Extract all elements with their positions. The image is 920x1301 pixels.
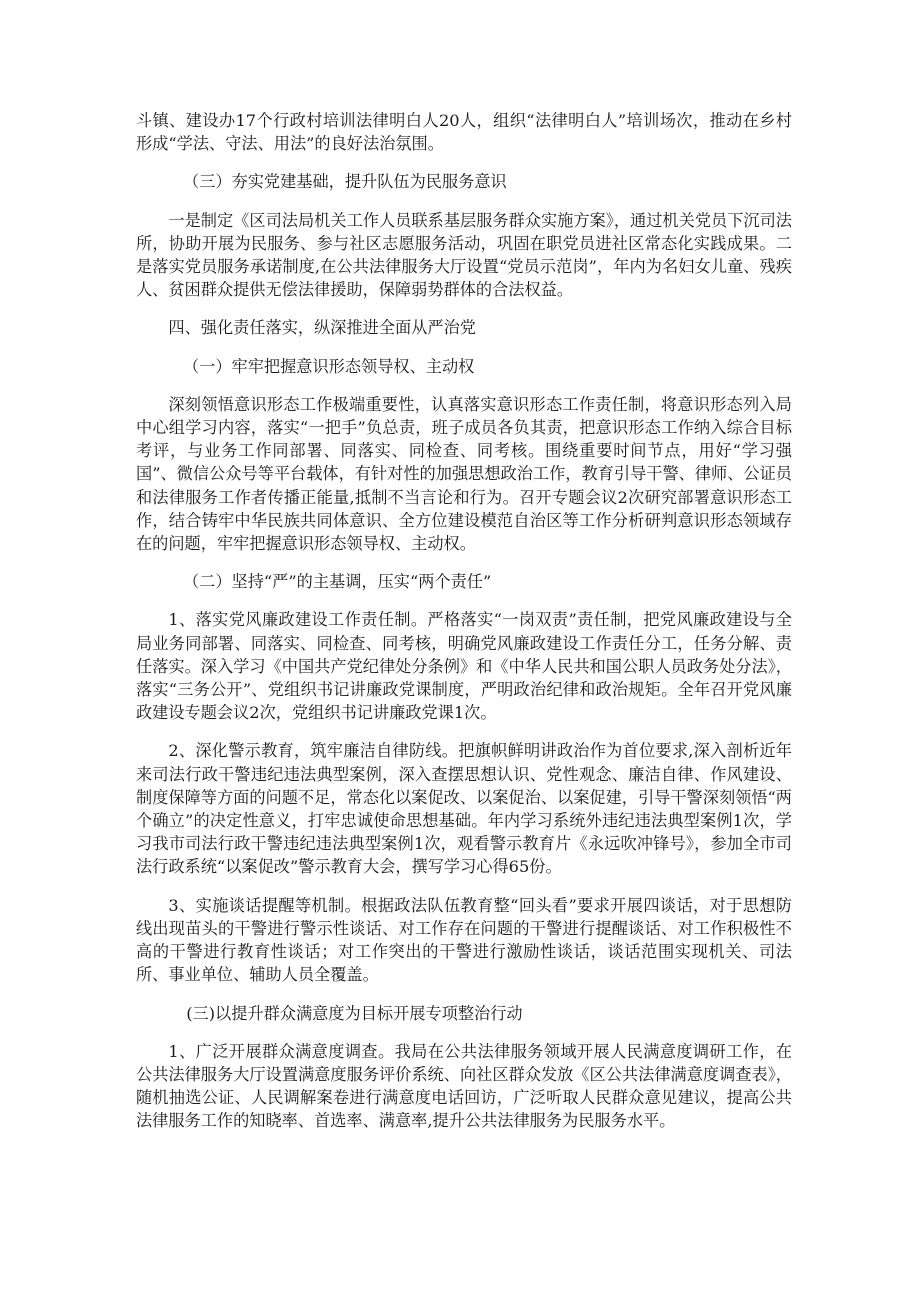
- paragraph: 1、落实党风廉政建设工作责任制。严格落实“一岗双责”责任制，把党风廉政建设与全局业务同部署、同落实、同检查、同考核，明确党风廉政建设工作责任分工，任务分解、责任落实。深入学习《中国共产党纪律处分条例》和《中华人民共和国公职人员政务处分法》，落实“三务公开”、党组织书记讲廉政党课制度，严明政治纪律和政治规矩。全年召开党风廉政建设专题会议2次，党组织书记讲廉政党课1次。: [136, 610, 792, 723]
- paragraph-continued: 斗镇、建设办17个行政村培训法律明白人20人，组织“法律明白人”培训场次，推动在乡村形成“学法、守法、用法”的良好法治氛围。: [136, 111, 792, 154]
- paragraph: 深刻领悟意识形态工作极端重要性，认真落实意识形态工作责任制，将意识形态列入局中心组学习内容，落实“一把手”负总责，班子成员各负其责，把意识形态工作纳入综合目标考评，与业务工作同部署、同落实、同检查、同考核。围绕重要时间节点，用好“学习强国”、微信公众号等平台载体，有针对性的加强思想政治工作，教育引导干警、律师、公证员和法律服务工作者传播正能量,抵制不当言论和行为。召开专题会议2次研究部署意识形态工作，结合铸牢中华民族共同体意识、全方位建设模范自治区等工作分析研判意识形态领域存在的问题，牢牢把握意识形态领导权、主动权。: [136, 394, 792, 554]
- section-subheading: （二）坚持“严”的主基调，压实“两个责任”: [182, 572, 492, 592]
- section-subheading: （三）夯实党建基础，提升队伍为民服务意识: [182, 172, 507, 192]
- paragraph: 一是制定《区司法局机关工作人员联系基层服务群众实施方案》，通过机关党员下沉司法所，协助开展为民服务、参与社区志愿服务活动，巩固在职党员进社区常态化实践成果。二是落实党员服务承诺制度,在公共法律服务大厅设置“党员示范岗”，年内为名妇女儿童、残疾人、贫困群众提供无偿法律援助，保障弱势群体的合法权益。: [136, 210, 792, 300]
- section-heading: 四、强化责任落实，纵深推进全面从严治党: [168, 318, 476, 338]
- section-subheading: （一）牢牢把握意识形态领导权、主动权: [182, 356, 475, 376]
- paragraph: 1、广泛开展群众满意度调查。我局在公共法律服务领域开展人民满意度调研工作，在公共法律服务大厅设置满意度服务评价系统、向社区群众发放《区公共法律满意度调查表》，随机抽选公证、人民调解案卷进行满意度电话回访，广泛听取人民群众意见建议，提高公共法律服务工作的知晓率、首选率、满意率,提升公共法律服务为民服务水平。: [136, 1041, 792, 1131]
- paragraph: 2、深化警示教育，筑牢廉洁自律防线。把旗帜鲜明讲政治作为首位要求,深入剖析近年来司法行政干警违纪违法典型案例，深入查摆思想认识、党性观念、廉洁自律、作风建设、制度保障等方面的问题不足，常态化以案促改、以案促治、以案促建，引导干警深刻领悟“两个确立”的决定性意义，打牢忠诚使命思想基础。年内学习系统外违纪违法典型案例1次，学习我市司法行政干警违纪违法典型案例1次，观看警示教育片《永远吹冲锋号》，参加全市司法行政系统“以案促改”警示教育大会，撰写学习心得65份。: [136, 741, 792, 877]
- document-page: [136, 109, 792, 1148]
- section-subheading: (三)以提升群众满意度为目标开展专项整治行动: [186, 1003, 523, 1023]
- paragraph: 3、实施谈话提醒等机制。根据政法队伍教育整“回头看”要求开展四谈话，对于思想防线出现苗头的干警进行警示性谈话、对工作存在问题的干警进行提醒谈话、对工作积极性不高的干警进行教育性谈话；对工作突出的干警进行激励性谈话，谈话范围实现机关、司法所、事业单位、辅助人员全覆盖。: [136, 895, 792, 985]
